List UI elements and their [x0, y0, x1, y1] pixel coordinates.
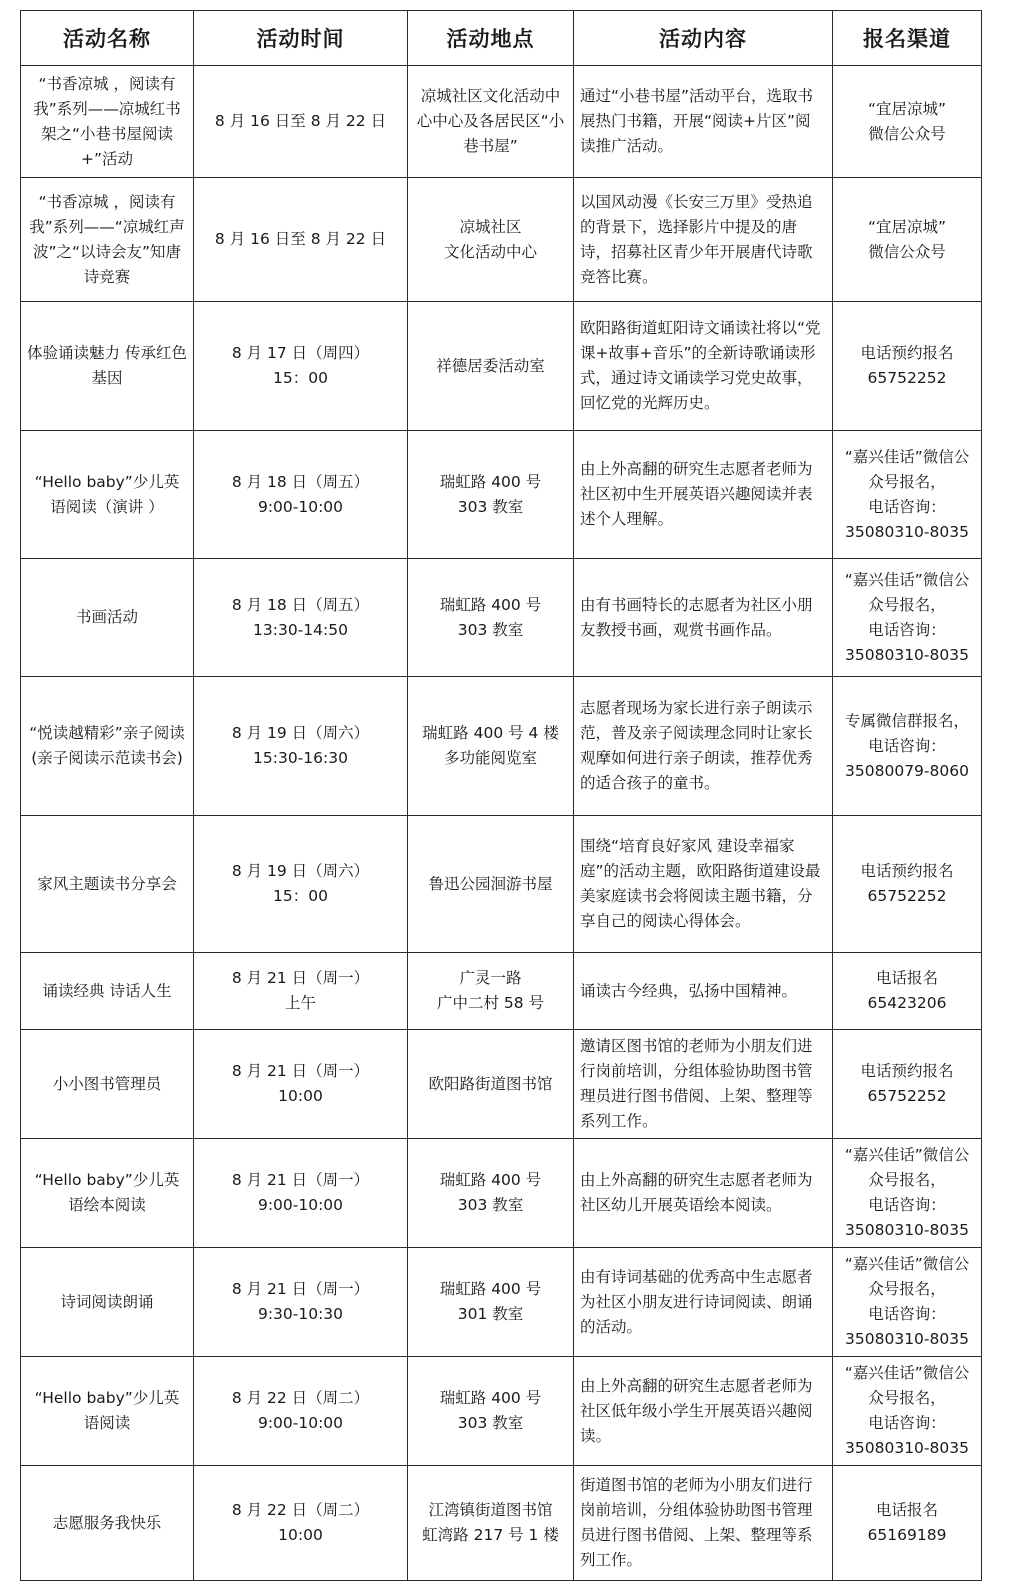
- activity-location-cell: [408, 1139, 574, 1248]
- channel-line: 电话预约报名: [860, 862, 954, 880]
- header-activity-location: 活动地点: [408, 11, 574, 66]
- activity-time-cell: [194, 559, 408, 677]
- channel-line: 65752252: [867, 887, 947, 905]
- activity-hours: 10:00: [278, 1087, 323, 1105]
- activity-hours: 15：00: [273, 369, 328, 387]
- location-line: 瑞虹路 400 号: [439, 1389, 542, 1407]
- activity-name-cell: “书香凉城 ，阅读有我”系列——“凉城红声波”之“以诗会友”知唐诗竞赛: [21, 178, 194, 302]
- location-line: 凉城社区: [459, 217, 522, 236]
- location-line: 瑞虹路 400 号: [439, 1171, 542, 1189]
- activity-name-cell: “书香凉城 ，阅读有我”系列——凉城红书架之“小巷书屋阅读+”活动: [21, 66, 194, 178]
- channel-line: 电话报名: [875, 1501, 938, 1519]
- activity-content-cell: 诵读古今经典，弘扬中国精神。: [574, 953, 833, 1030]
- channel-line: “宜居凉城”: [867, 99, 947, 118]
- signup-channel-cell: [833, 1466, 982, 1581]
- channel-line: 65169189: [867, 1526, 947, 1544]
- channel-line: 专属微信群报名，电话咨询：: [844, 711, 969, 755]
- location-line: 303 教室: [457, 497, 524, 516]
- table-row: [21, 816, 982, 953]
- location-line: 303 教室: [457, 1414, 524, 1432]
- location-line: 多功能阅览室: [443, 749, 537, 767]
- activity-time-cell: [194, 1139, 408, 1248]
- channel-line: 35080310-8035: [845, 522, 969, 541]
- activity-location-cell: [408, 178, 574, 302]
- channel-line: 35080310-8035: [845, 1439, 969, 1457]
- location-line: 祥德居委活动室: [436, 356, 545, 375]
- table-row: [21, 1030, 982, 1139]
- location-line: 瑞虹路 400 号: [439, 1280, 542, 1298]
- activity-content-cell: 志愿者现场为家长进行亲子朗读示范，普及亲子阅读理念同时让家长观摩如何进行亲子朗读，推荐优秀的适合孩子的童书。: [574, 677, 833, 816]
- channel-line: 电话咨询：: [868, 497, 946, 516]
- activity-name-cell: “悦读越精彩”亲子阅读(亲子阅读示范读书会): [21, 677, 194, 816]
- signup-channel-cell: [833, 953, 982, 1030]
- activity-hours: 9:00-10:00: [257, 1414, 344, 1432]
- signup-channel-cell: [833, 677, 982, 816]
- channel-line: “嘉兴佳话”微信公众号报名，: [844, 447, 970, 491]
- location-line: 303 教室: [457, 620, 524, 639]
- activity-location-cell: [408, 953, 574, 1030]
- activity-date: 8 月 18 日（周五）: [231, 595, 370, 614]
- activity-time-cell: [194, 1357, 408, 1466]
- activity-content-cell: 欧阳路街道虹阳诗文诵读社将以“党课+故事+音乐”的全新诗歌诵读形式，通过诗文诵读学习党史故事，回忆党的光辉历史。: [574, 302, 833, 431]
- location-line: 凉城社区文化活动中心中心及各居民区“小巷书屋”: [416, 87, 565, 155]
- signup-channel-cell: [833, 431, 982, 559]
- signup-channel-cell: [833, 559, 982, 677]
- activity-time-cell: [194, 66, 408, 178]
- channel-line: “嘉兴佳话”微信公众号报名，: [844, 570, 970, 614]
- channel-line: 电话预约报名: [860, 344, 954, 362]
- table-row: [21, 677, 982, 816]
- activity-location-cell: [408, 1357, 574, 1466]
- activity-location-cell: [408, 431, 574, 559]
- activity-schedule-table: [20, 10, 982, 1581]
- activity-name-cell: 志愿服务我快乐: [21, 1466, 194, 1581]
- activity-date: 8 月 22 日（周二）: [231, 1389, 370, 1407]
- activity-name-cell: “Hello baby”少儿英语阅读（演讲 ）: [21, 431, 194, 559]
- channel-line: 65752252: [867, 369, 947, 387]
- channel-line: 35080079-8060: [845, 761, 969, 780]
- activity-date: 8 月 17 日（周四）: [231, 344, 370, 362]
- table-row: [21, 1357, 982, 1466]
- channel-line: “嘉兴佳话”微信公众号报名，: [844, 1255, 970, 1298]
- signup-channel-cell: [833, 1357, 982, 1466]
- table-row: [21, 953, 982, 1030]
- channel-line: 电话咨询：: [868, 1414, 946, 1432]
- location-line: 江湾镇街道图书馆: [428, 1501, 553, 1519]
- table-row: [21, 1466, 982, 1581]
- signup-channel-cell: [833, 1030, 982, 1139]
- signup-channel-cell: [833, 1248, 982, 1357]
- signup-channel-cell: [833, 178, 982, 302]
- activity-name-cell: “Hello baby”少儿英语绘本阅读: [21, 1139, 194, 1248]
- table-body: [21, 66, 982, 1581]
- activity-location-cell: [408, 1248, 574, 1357]
- activity-location-cell: [408, 1466, 574, 1581]
- header-activity-content: 活动内容: [574, 11, 833, 66]
- table-row: [21, 559, 982, 677]
- activity-name-cell: 体验诵读魅力 传承红色基因: [21, 302, 194, 431]
- location-line: 301 教室: [457, 1305, 524, 1323]
- location-line: 瑞虹路 400 号: [439, 472, 542, 491]
- activity-date: 8 月 16 日至 8 月 22 日: [214, 230, 387, 248]
- header-activity-time: 活动时间: [194, 11, 408, 66]
- signup-channel-cell: [833, 1139, 982, 1248]
- activity-location-cell: [408, 559, 574, 677]
- activity-location-cell: [408, 1030, 574, 1139]
- activity-hours: 10:00: [278, 1526, 323, 1544]
- activity-content-cell: 邀请区图书馆的老师为小朋友们进行岗前培训，分组体验协助图书管理员进行图书借阅、上架、整理等系列工作。: [574, 1030, 833, 1139]
- location-line: 虹湾路 217 号 1 楼: [422, 1526, 559, 1544]
- activity-time-cell: [194, 1466, 408, 1581]
- channel-line: 电话咨询：: [868, 620, 946, 639]
- table-header-row: [21, 11, 982, 66]
- activity-name-cell: “Hello baby”少儿英语阅读: [21, 1357, 194, 1466]
- activity-hours: 9:30-10:30: [257, 1305, 344, 1323]
- activity-hours: 13:30-14:50: [253, 620, 348, 639]
- activity-date: 8 月 21 日（周一）: [231, 1171, 370, 1189]
- activity-content-cell: 由上外高翻的研究生志愿者老师为社区初中生开展英语兴趣阅读并表述个人理解。: [574, 431, 833, 559]
- channel-line: 电话咨询：: [868, 1196, 946, 1214]
- channel-line: 65752252: [867, 1087, 947, 1105]
- activity-date: 8 月 21 日（周一）: [231, 969, 370, 987]
- activity-location-cell: [408, 302, 574, 431]
- activity-time-cell: [194, 677, 408, 816]
- activity-content-cell: 由有书画特长的志愿者为社区小朋友教授书画，观赏书画作品。: [574, 559, 833, 677]
- activity-location-cell: [408, 677, 574, 816]
- activity-date: 8 月 19 日（周六）: [231, 862, 370, 880]
- activity-content-cell: 由上外高翻的研究生志愿者老师为社区幼儿开展英语绘本阅读。: [574, 1139, 833, 1248]
- activity-time-cell: [194, 1248, 408, 1357]
- channel-line: 35080310-8035: [845, 1221, 969, 1239]
- signup-channel-cell: [833, 66, 982, 178]
- channel-line: 电话预约报名: [860, 1062, 954, 1080]
- activity-time-cell: [194, 302, 408, 431]
- channel-line: 35080310-8035: [845, 1330, 969, 1348]
- activity-time-cell: [194, 431, 408, 559]
- activity-time-cell: [194, 178, 408, 302]
- table-row: [21, 431, 982, 559]
- channel-line: 电话咨询：: [868, 1305, 946, 1323]
- activity-hours: 上午: [284, 994, 316, 1012]
- activity-hours: 15：00: [273, 887, 328, 905]
- activity-time-cell: [194, 953, 408, 1030]
- location-line: 文化活动中心: [443, 242, 537, 261]
- activity-location-cell: [408, 66, 574, 178]
- table-row: [21, 178, 982, 302]
- location-line: 瑞虹路 400 号 4 楼: [422, 724, 559, 742]
- table-row: [21, 302, 982, 431]
- activity-date: 8 月 16 日至 8 月 22 日: [214, 112, 387, 130]
- location-line: 欧阳路街道图书馆: [428, 1074, 553, 1093]
- location-line: 303 教室: [457, 1196, 524, 1214]
- activity-hours: 9:00-10:00: [257, 497, 344, 516]
- activity-name-cell: 诵读经典 诗话人生: [21, 953, 194, 1030]
- location-line: 鲁迅公园洄游书屋: [428, 874, 553, 893]
- header-activity-name: 活动名称: [21, 11, 194, 66]
- activity-content-cell: 通过“小巷书屋”活动平台，选取书展热门书籍，开展“阅读+片区”阅读推广活动。: [574, 66, 833, 178]
- channel-line: 微信公众号: [868, 242, 946, 261]
- activity-date: 8 月 18 日（周五）: [231, 472, 370, 491]
- activity-date: 8 月 19 日（周六）: [231, 724, 370, 742]
- activity-time-cell: [194, 816, 408, 953]
- channel-line: “宜居凉城”: [867, 217, 947, 236]
- channel-line: 65423206: [867, 994, 947, 1012]
- location-line: 瑞虹路 400 号: [439, 595, 542, 614]
- activity-hours: 9:00-10:00: [257, 1196, 344, 1214]
- table-row: [21, 1248, 982, 1357]
- activity-content-cell: 以国风动漫《长安三万里》受热追的背景下，选择影片中提及的唐诗，招募社区青少年开展唐代诗歌竞答比赛。: [574, 178, 833, 302]
- activity-date: 8 月 21 日（周一）: [231, 1062, 370, 1080]
- activity-date: 8 月 21 日（周一）: [231, 1280, 370, 1298]
- activity-content-cell: 由上外高翻的研究生志愿者老师为社区低年级小学生开展英语兴趣阅读。: [574, 1357, 833, 1466]
- table-row: [21, 1139, 982, 1248]
- location-line: 广中二村 58 号: [436, 994, 545, 1012]
- activity-hours: 15:30-16:30: [253, 749, 348, 767]
- activity-time-cell: [194, 1030, 408, 1139]
- activity-content-cell: 街道图书馆的老师为小朋友们进行岗前培训，分组体验协助图书管理员进行图书借阅、上架、整理等系列工作。: [574, 1466, 833, 1581]
- channel-line: 35080310-8035: [845, 645, 969, 664]
- activity-date: 8 月 22 日（周二）: [231, 1501, 370, 1519]
- table-row: [21, 66, 982, 178]
- activity-name-cell: 诗词阅读朗诵: [21, 1248, 194, 1357]
- activity-name-cell: 小小图书管理员: [21, 1030, 194, 1139]
- location-line: 广灵一路: [459, 969, 522, 987]
- signup-channel-cell: [833, 302, 982, 431]
- activity-content-cell: 由有诗词基础的优秀高中生志愿者为社区小朋友进行诗词阅读、朗诵的活动。: [574, 1248, 833, 1357]
- activity-name-cell: 家风主题读书分享会: [21, 816, 194, 953]
- activity-name-cell: 书画活动: [21, 559, 194, 677]
- activity-content-cell: 围绕“培育良好家风 建设幸福家庭”的活动主题，欧阳路街道建设最美家庭读书会将阅读主题书籍，分享自己的阅读心得体会。: [574, 816, 833, 953]
- channel-line: 电话报名: [875, 969, 938, 987]
- channel-line: 微信公众号: [868, 124, 946, 143]
- channel-line: “嘉兴佳话”微信公众号报名，: [844, 1146, 970, 1189]
- header-signup-channel: 报名渠道: [833, 11, 982, 66]
- activity-location-cell: [408, 816, 574, 953]
- signup-channel-cell: [833, 816, 982, 953]
- channel-line: “嘉兴佳话”微信公众号报名，: [844, 1364, 970, 1407]
